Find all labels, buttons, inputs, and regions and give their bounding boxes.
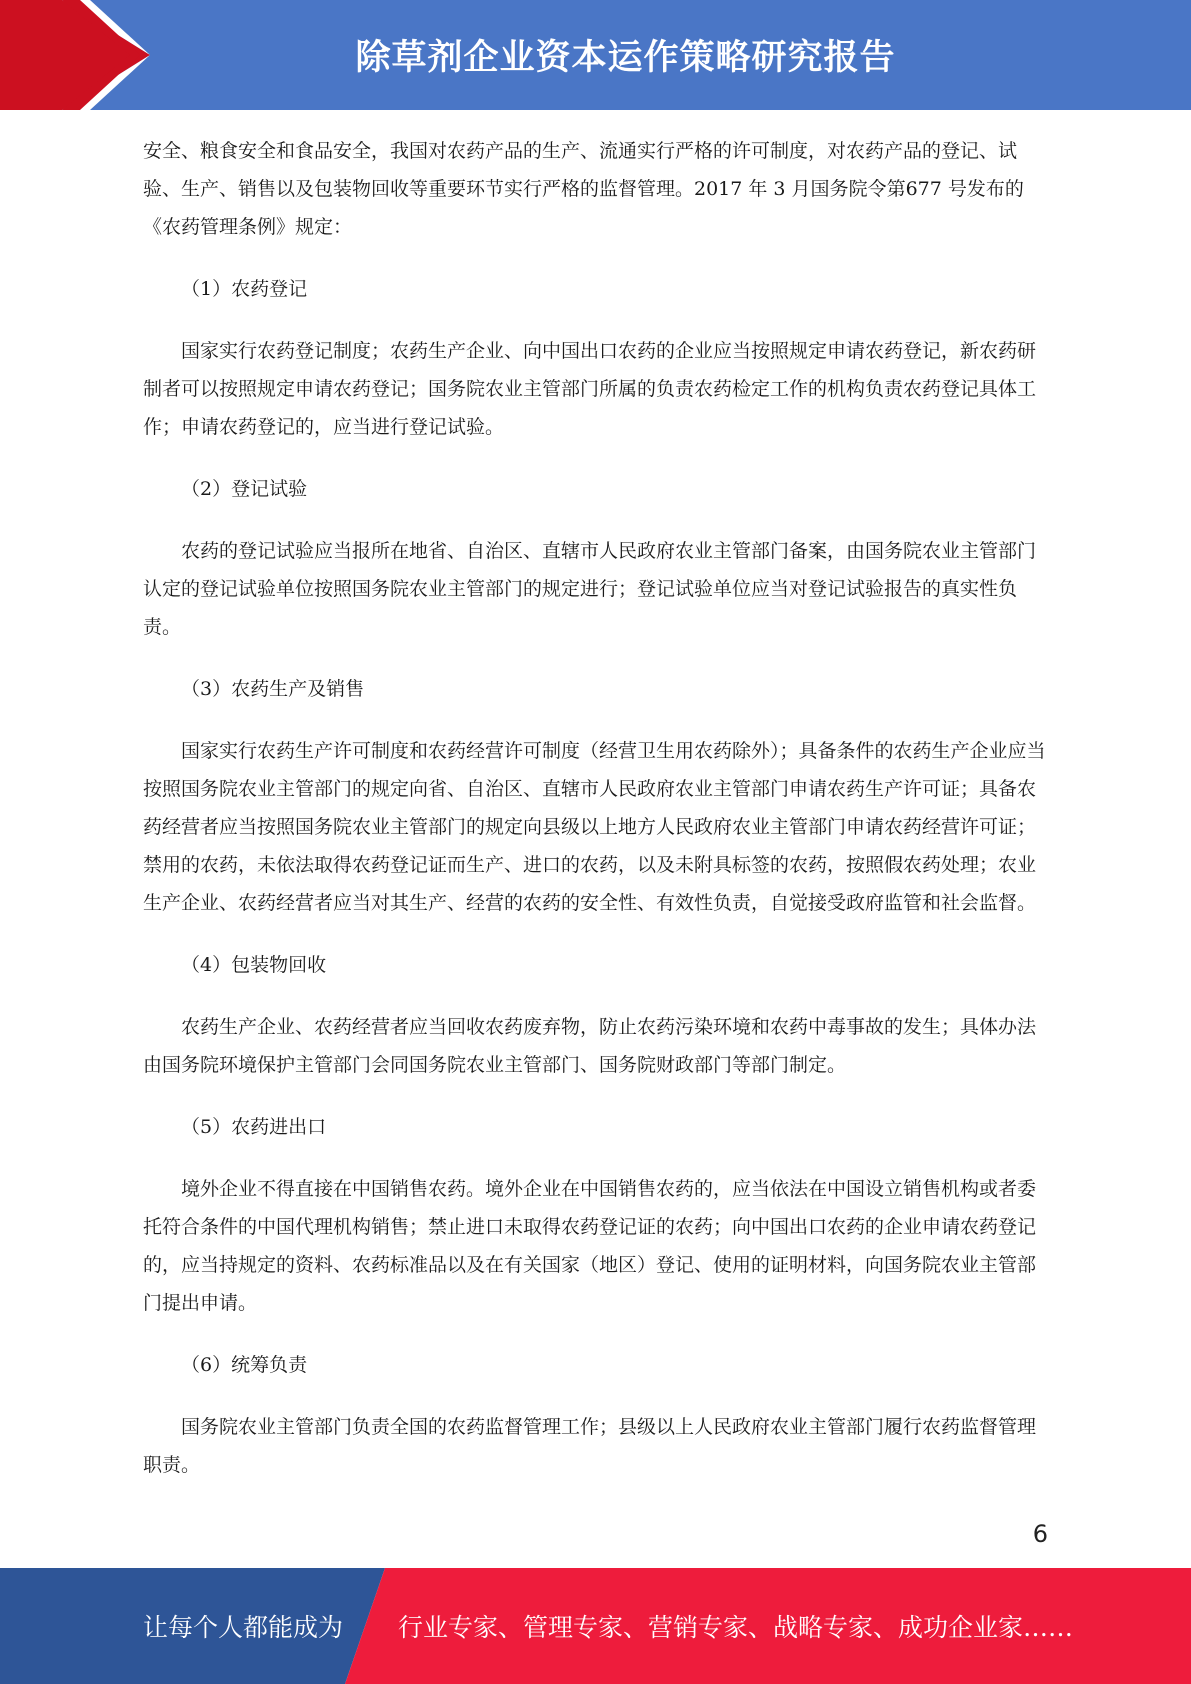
page-number: 6 bbox=[1032, 1520, 1048, 1548]
section-heading: （2）登记试验 bbox=[181, 478, 308, 500]
section-paragraph: 农药生产企业、农药经营者应当回收农药废弃物，防止农药污染环境和农药中毒事故的发生；具体办法由国务院环境保护主管部门会同国务院农业主管部门、国务院财政部门等部门制定。 bbox=[143, 1016, 1037, 1076]
intro-paragraph: 安全、粮食安全和食品安全，我国对农药产品的生产、流通实行严格的许可制度，对农药产品的登记、试验、生产、销售以及包装物回收等重要环节实行严格的监督管理。2017 年 3 月国务院令第677 号发布的《农药管理条例》规定： bbox=[143, 140, 1024, 238]
section-heading: （6）统筹负责 bbox=[181, 1354, 308, 1376]
section-heading: （1）农药登记 bbox=[181, 278, 308, 300]
footer-slogan-left: 让每个人都能成为 bbox=[143, 1613, 344, 1642]
document-body bbox=[143, 132, 1048, 1484]
footer-slogan-right: 行业专家、管理专家、营销专家、战略专家、成功企业家…… bbox=[398, 1613, 1074, 1642]
section-paragraph: 国务院农业主管部门负责全国的农药监督管理工作；县级以上人民政府农业主管部门履行农药监督管理职责。 bbox=[143, 1416, 1037, 1476]
section-heading: （3）农药生产及销售 bbox=[181, 678, 365, 700]
page-footer bbox=[0, 1568, 1191, 1684]
report-title: 除草剂企业资本运作策略研究报告 bbox=[355, 38, 896, 78]
section-paragraph: 农药的登记试验应当报所在地省、自治区、直辖市人民政府农业主管部门备案，由国务院农业主管部门认定的登记试验单位按照国务院农业主管部门的规定进行；登记试验单位应当对登记试验报告的真实性负责。 bbox=[143, 540, 1037, 638]
section-paragraph: 国家实行农药登记制度；农药生产企业、向中国出口农药的企业应当按照规定申请农药登记，新农药研制者可以按照规定申请农药登记；国务院农业主管部门所属的负责农药检定工作的机构负责农药登记具体工作；申请农药登记的，应当进行登记试验。 bbox=[143, 340, 1037, 438]
page-header bbox=[0, 0, 1191, 110]
section-paragraph: 国家实行农药生产许可制度和农药经营许可制度（经营卫生用农药除外）；具备条件的农药生产企业应当按照国务院农业主管部门的规定向省、自治区、直辖市人民政府农业主管部门申请农药生产许可证；具备农药经营者应当按照国务院农业主管部门的规定向县级以上地方人民政府农业主管部门申请农药经营许可证；禁用的农药，未依法取得农药登记证而生产、进口的农药，以及未附具标签的农药，按照假农药处理；农业生产企业、农药经营者应当对其生产、经营的农药的安全性、有效性负责，自觉接受政府监管和社会监督。 bbox=[143, 740, 1046, 914]
section-heading: （5）农药进出口 bbox=[181, 1116, 327, 1138]
section-heading: （4）包装物回收 bbox=[181, 954, 327, 976]
section-paragraph: 境外企业不得直接在中国销售农药。境外企业在中国销售农药的，应当依法在中国设立销售机构或者委托符合条件的中国代理机构销售；禁止进口未取得农药登记证的农药；向中国出口农药的企业申请农药登记的，应当持规定的资料、农药标准品以及在有关国家（地区）登记、使用的证明材料，向国务院农业主管部门提出申请。 bbox=[143, 1178, 1037, 1314]
